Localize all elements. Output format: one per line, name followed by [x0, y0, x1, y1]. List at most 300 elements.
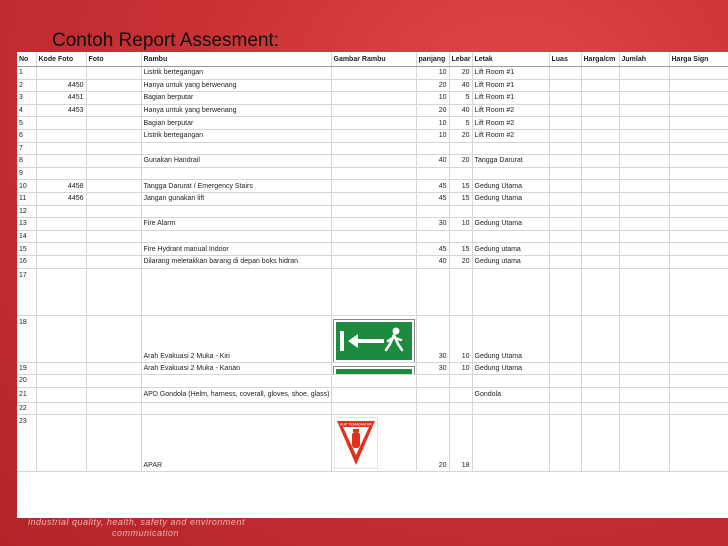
apar-sign-label: ALAT PEMADAM API: [339, 422, 372, 427]
cell-kode-foto: [36, 375, 86, 388]
cell-luas: [549, 315, 581, 362]
cell-rambu: [141, 167, 331, 180]
cell-letak: [472, 375, 549, 388]
cell-harga-sign: [669, 104, 728, 117]
cell-panjang: 30: [416, 362, 449, 375]
table-header-row: [17, 52, 728, 67]
table-row: [17, 402, 728, 415]
cell-no: 3: [17, 92, 36, 105]
cell-harga-cm: [581, 180, 619, 193]
cell-panjang: 45: [416, 192, 449, 205]
cell-harga-cm: [581, 243, 619, 256]
table-row: [17, 129, 728, 142]
cell-harga-sign: [669, 142, 728, 155]
cell-lebar: [449, 205, 472, 218]
cell-harga-sign: [669, 315, 728, 362]
exit-arrow-left-sign-icon: [334, 320, 414, 362]
cell-letak: Gondola: [472, 387, 549, 402]
cell-rambu: [141, 205, 331, 218]
cell-foto: [86, 167, 141, 180]
cell-letak: Gedung utama: [472, 255, 549, 268]
col-header-kode-foto: Kode Foto: [36, 52, 86, 67]
cell-foto: [86, 387, 141, 402]
cell-panjang: 40: [416, 255, 449, 268]
cell-foto: [86, 192, 141, 205]
cell-harga-cm: [581, 67, 619, 80]
cell-lebar: 10: [449, 362, 472, 375]
cell-jumlah: [619, 362, 669, 375]
cell-panjang: [416, 375, 449, 388]
cell-gambar-rambu: [331, 218, 416, 231]
cell-rambu: Bagian berputar: [141, 92, 331, 105]
cell-foto: [86, 92, 141, 105]
cell-jumlah: [619, 230, 669, 243]
cell-jumlah: [619, 255, 669, 268]
cell-foto: [86, 142, 141, 155]
cell-kode-foto: [36, 142, 86, 155]
cell-lebar: 40: [449, 79, 472, 92]
cell-harga-sign: [669, 230, 728, 243]
cell-no: 5: [17, 117, 36, 130]
cell-kode-foto: [36, 117, 86, 130]
table-row: [17, 218, 728, 231]
cell-jumlah: [619, 67, 669, 80]
cell-harga-sign: [669, 129, 728, 142]
cell-luas: [549, 104, 581, 117]
cell-kode-foto: [36, 155, 86, 168]
cell-harga-sign: [669, 167, 728, 180]
cell-panjang: [416, 142, 449, 155]
cell-jumlah: [619, 92, 669, 105]
col-header-no: No: [17, 52, 36, 67]
cell-kode-foto: [36, 167, 86, 180]
cell-luas: [549, 142, 581, 155]
footer-line-2: communication: [112, 528, 180, 538]
cell-kode-foto: [36, 268, 86, 315]
cell-rambu: Hanya untuk yang berwenang: [141, 79, 331, 92]
cell-harga-sign: [669, 67, 728, 80]
cell-no: 22: [17, 402, 36, 415]
cell-letak: [472, 415, 549, 472]
cell-luas: [549, 92, 581, 105]
cell-jumlah: [619, 387, 669, 402]
cell-lebar: 20: [449, 129, 472, 142]
cell-gambar-rambu: [331, 415, 416, 472]
cell-rambu: Hanya untuk yang berwenang: [141, 104, 331, 117]
table-row: [17, 387, 728, 402]
cell-jumlah: [619, 142, 669, 155]
cell-gambar-rambu: [331, 230, 416, 243]
cell-gambar-rambu: [331, 142, 416, 155]
cell-luas: [549, 192, 581, 205]
table-row: [17, 79, 728, 92]
cell-lebar: 5: [449, 117, 472, 130]
cell-harga-sign: [669, 155, 728, 168]
col-header-panjang: panjang: [416, 52, 449, 67]
cell-panjang: [416, 387, 449, 402]
cell-harga-sign: [669, 218, 728, 231]
cell-foto: [86, 104, 141, 117]
cell-no: 9: [17, 167, 36, 180]
cell-panjang: 30: [416, 315, 449, 362]
cell-panjang: [416, 268, 449, 315]
cell-harga-cm: [581, 129, 619, 142]
cell-letak: Gedung Utama: [472, 362, 549, 375]
cell-harga-cm: [581, 192, 619, 205]
cell-rambu: Jangan gunakan lift: [141, 192, 331, 205]
cell-jumlah: [619, 243, 669, 256]
cell-rambu: Gunakan Handrail: [141, 155, 331, 168]
cell-jumlah: [619, 104, 669, 117]
cell-harga-cm: [581, 315, 619, 362]
cell-luas: [549, 180, 581, 193]
table-row: [17, 255, 728, 268]
cell-luas: [549, 402, 581, 415]
cell-jumlah: [619, 129, 669, 142]
cell-jumlah: [619, 117, 669, 130]
cell-kode-foto: 4458: [36, 180, 86, 193]
cell-rambu: Fire Hydrant manual Indoor: [141, 243, 331, 256]
cell-jumlah: [619, 218, 669, 231]
cell-harga-sign: [669, 268, 728, 315]
cell-harga-sign: [669, 375, 728, 388]
cell-letak: Lift Room #1: [472, 79, 549, 92]
cell-gambar-rambu: [331, 315, 416, 362]
cell-letak: [472, 230, 549, 243]
cell-gambar-rambu: [331, 117, 416, 130]
table-row: [17, 268, 728, 315]
cell-harga-sign: [669, 387, 728, 402]
cell-luas: [549, 67, 581, 80]
cell-kode-foto: [36, 402, 86, 415]
cell-rambu: Tangga Darurat / Emergency Stairs: [141, 180, 331, 193]
cell-letak: Lift Room #2: [472, 129, 549, 142]
cell-foto: [86, 205, 141, 218]
exit-arrow-right-sign-icon: [334, 367, 414, 375]
cell-letak: Gedung Utama: [472, 192, 549, 205]
col-header-foto: Foto: [86, 52, 141, 67]
cell-jumlah: [619, 205, 669, 218]
cell-gambar-rambu: [331, 362, 416, 375]
cell-foto: [86, 375, 141, 388]
cell-foto: [86, 268, 141, 315]
cell-no: 1: [17, 67, 36, 80]
table-row: [17, 142, 728, 155]
cell-harga-sign: [669, 117, 728, 130]
col-header-jumlah: Jumlah: [619, 52, 669, 67]
cell-rambu: [141, 230, 331, 243]
table-row: [17, 117, 728, 130]
cell-lebar: 40: [449, 104, 472, 117]
table-row: [17, 415, 728, 472]
cell-luas: [549, 205, 581, 218]
cell-panjang: 10: [416, 117, 449, 130]
col-header-letak: Letak: [472, 52, 549, 67]
cell-lebar: 20: [449, 67, 472, 80]
cell-harga-sign: [669, 362, 728, 375]
table-row: [17, 180, 728, 193]
cell-rambu: [141, 402, 331, 415]
cell-harga-cm: [581, 230, 619, 243]
cell-harga-cm: [581, 415, 619, 472]
cell-lebar: 20: [449, 255, 472, 268]
cell-no: 10: [17, 180, 36, 193]
cell-no: 7: [17, 142, 36, 155]
cell-gambar-rambu: [331, 192, 416, 205]
cell-letak: Lift Room #1: [472, 67, 549, 80]
cell-panjang: [416, 230, 449, 243]
col-header-lebar: Lebar: [449, 52, 472, 67]
cell-foto: [86, 67, 141, 80]
cell-lebar: [449, 268, 472, 315]
footer-line-1: industrial quality, health, safety and environment: [28, 517, 245, 527]
cell-no: 12: [17, 205, 36, 218]
report-table: [17, 52, 728, 472]
cell-kode-foto: [36, 415, 86, 472]
cell-luas: [549, 117, 581, 130]
cell-rambu: Dilarang meletakkan barang di depan boks hidran: [141, 255, 331, 268]
cell-foto: [86, 180, 141, 193]
cell-lebar: [449, 142, 472, 155]
cell-harga-sign: [669, 243, 728, 256]
cell-no: 8: [17, 155, 36, 168]
cell-jumlah: [619, 180, 669, 193]
cell-foto: [86, 315, 141, 362]
cell-gambar-rambu: [331, 205, 416, 218]
cell-panjang: [416, 205, 449, 218]
cell-jumlah: [619, 192, 669, 205]
cell-foto: [86, 230, 141, 243]
cell-harga-sign: [669, 192, 728, 205]
cell-foto: [86, 243, 141, 256]
cell-letak: [472, 268, 549, 315]
cell-no: 14: [17, 230, 36, 243]
cell-jumlah: [619, 315, 669, 362]
cell-letak: Tangga Darurat: [472, 155, 549, 168]
cell-no: 21: [17, 387, 36, 402]
cell-rambu: Arah Evakuasi 2 Muka - Kiri: [141, 315, 331, 362]
cell-foto: [86, 129, 141, 142]
cell-luas: [549, 155, 581, 168]
cell-rambu: [141, 268, 331, 315]
table-row: [17, 92, 728, 105]
cell-letak: Gedung Utama: [472, 315, 549, 362]
cell-harga-cm: [581, 92, 619, 105]
cell-kode-foto: [36, 387, 86, 402]
col-header-luas: Luas: [549, 52, 581, 67]
cell-lebar: 5: [449, 92, 472, 105]
cell-no: 11: [17, 192, 36, 205]
cell-panjang: 45: [416, 180, 449, 193]
cell-harga-cm: [581, 117, 619, 130]
cell-luas: [549, 362, 581, 375]
cell-jumlah: [619, 155, 669, 168]
cell-kode-foto: [36, 362, 86, 375]
table-row: [17, 104, 728, 117]
cell-gambar-rambu: [331, 375, 416, 388]
table-row: [17, 315, 728, 362]
table-row: [17, 192, 728, 205]
cell-rambu: [141, 142, 331, 155]
cell-rambu: Arah Evakuasi 2 Muka - Kanan: [141, 362, 331, 375]
cell-luas: [549, 268, 581, 315]
table-row: [17, 167, 728, 180]
table-body: [17, 67, 728, 472]
fire-extinguisher-sign-icon: [334, 417, 378, 469]
cell-no: 13: [17, 218, 36, 231]
cell-letak: Lift Room #2: [472, 104, 549, 117]
cell-no: 17: [17, 268, 36, 315]
cell-gambar-rambu: [331, 268, 416, 315]
table-row: [17, 375, 728, 388]
cell-panjang: 40: [416, 155, 449, 168]
cell-no: 15: [17, 243, 36, 256]
cell-gambar-rambu: [331, 79, 416, 92]
cell-panjang: 45: [416, 243, 449, 256]
cell-letak: Gedung Utama: [472, 180, 549, 193]
cell-letak: Lift Room #2: [472, 117, 549, 130]
cell-jumlah: [619, 268, 669, 315]
cell-lebar: 15: [449, 243, 472, 256]
cell-gambar-rambu: [331, 255, 416, 268]
cell-lebar: 10: [449, 315, 472, 362]
cell-no: 18: [17, 315, 36, 362]
cell-luas: [549, 230, 581, 243]
cell-letak: Gedung Utama: [472, 218, 549, 231]
cell-kode-foto: 4450: [36, 79, 86, 92]
cell-gambar-rambu: [331, 402, 416, 415]
cell-no: 4: [17, 104, 36, 117]
cell-lebar: [449, 167, 472, 180]
col-header-harga-sign: Harga Sign: [669, 52, 728, 67]
cell-lebar: 20: [449, 155, 472, 168]
cell-harga-cm: [581, 205, 619, 218]
cell-no: 23: [17, 415, 36, 472]
cell-letak: [472, 205, 549, 218]
cell-harga-cm: [581, 142, 619, 155]
cell-luas: [549, 218, 581, 231]
slide-title: Contoh Report Assesment:: [52, 30, 280, 51]
table-row: [17, 67, 728, 80]
cell-jumlah: [619, 402, 669, 415]
cell-foto: [86, 218, 141, 231]
cell-panjang: 10: [416, 92, 449, 105]
cell-kode-foto: 4456: [36, 192, 86, 205]
cell-gambar-rambu: [331, 129, 416, 142]
cell-no: 2: [17, 79, 36, 92]
cell-harga-cm: [581, 79, 619, 92]
cell-harga-sign: [669, 180, 728, 193]
cell-panjang: 20: [416, 104, 449, 117]
cell-gambar-rambu: [331, 243, 416, 256]
cell-lebar: [449, 402, 472, 415]
cell-panjang: 10: [416, 129, 449, 142]
cell-foto: [86, 117, 141, 130]
cell-harga-cm: [581, 104, 619, 117]
cell-panjang: 20: [416, 415, 449, 472]
cell-no: 19: [17, 362, 36, 375]
cell-luas: [549, 167, 581, 180]
cell-gambar-rambu: [331, 167, 416, 180]
cell-harga-cm: [581, 255, 619, 268]
cell-kode-foto: 4453: [36, 104, 86, 117]
cell-lebar: [449, 230, 472, 243]
cell-harga-cm: [581, 362, 619, 375]
col-header-rambu: Rambu: [141, 52, 331, 67]
cell-panjang: 20: [416, 79, 449, 92]
slide-footer: [28, 517, 245, 539]
cell-harga-cm: [581, 167, 619, 180]
cell-foto: [86, 415, 141, 472]
table-row: [17, 230, 728, 243]
cell-jumlah: [619, 415, 669, 472]
table-row: [17, 243, 728, 256]
cell-kode-foto: [36, 230, 86, 243]
cell-luas: [549, 375, 581, 388]
cell-harga-cm: [581, 268, 619, 315]
cell-rambu: APAR: [141, 415, 331, 472]
cell-lebar: 10: [449, 218, 472, 231]
cell-lebar: [449, 375, 472, 388]
cell-kode-foto: [36, 205, 86, 218]
cell-harga-cm: [581, 218, 619, 231]
cell-panjang: [416, 167, 449, 180]
cell-luas: [549, 129, 581, 142]
cell-harga-cm: [581, 155, 619, 168]
cell-kode-foto: 4451: [36, 92, 86, 105]
col-header-gambar-rambu: Gambar Rambu: [331, 52, 416, 67]
cell-harga-sign: [669, 255, 728, 268]
cell-harga-sign: [669, 79, 728, 92]
cell-panjang: [416, 402, 449, 415]
col-header-harga-cm: Harga/cm: [581, 52, 619, 67]
table-row: [17, 205, 728, 218]
cell-gambar-rambu: [331, 92, 416, 105]
cell-harga-cm: [581, 387, 619, 402]
cell-no: 16: [17, 255, 36, 268]
cell-luas: [549, 255, 581, 268]
cell-harga-sign: [669, 402, 728, 415]
cell-kode-foto: [36, 129, 86, 142]
cell-letak: [472, 142, 549, 155]
table-row: [17, 155, 728, 168]
cell-lebar: 18: [449, 415, 472, 472]
cell-rambu: APD Gondola (Helm, harness, coverall, gloves, shoe, glass): [141, 387, 331, 402]
cell-rambu: Fire Alarm: [141, 218, 331, 231]
cell-gambar-rambu: [331, 387, 416, 402]
cell-gambar-rambu: [331, 104, 416, 117]
cell-jumlah: [619, 375, 669, 388]
cell-luas: [549, 387, 581, 402]
cell-panjang: 30: [416, 218, 449, 231]
cell-kode-foto: [36, 255, 86, 268]
cell-foto: [86, 362, 141, 375]
cell-rambu: Bagian berputar: [141, 117, 331, 130]
cell-letak: Lift Room #1: [472, 92, 549, 105]
cell-kode-foto: [36, 218, 86, 231]
cell-harga-cm: [581, 402, 619, 415]
cell-foto: [86, 79, 141, 92]
cell-rambu: [141, 375, 331, 388]
cell-lebar: [449, 387, 472, 402]
cell-letak: [472, 167, 549, 180]
cell-foto: [86, 155, 141, 168]
cell-jumlah: [619, 79, 669, 92]
cell-luas: [549, 415, 581, 472]
cell-gambar-rambu: [331, 180, 416, 193]
cell-no: 6: [17, 129, 36, 142]
cell-luas: [549, 243, 581, 256]
